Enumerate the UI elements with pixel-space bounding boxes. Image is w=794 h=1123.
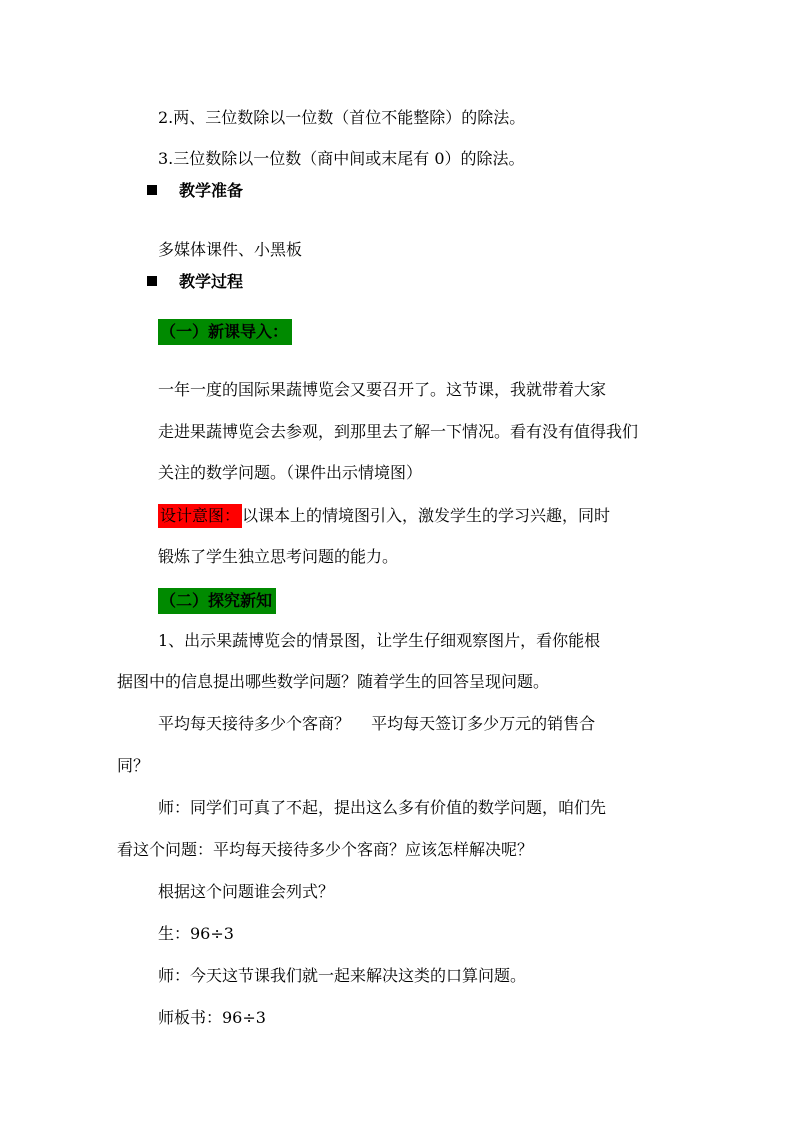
square-bullet-icon (147, 276, 157, 286)
question-line-1: 平均每天接待多少个客商？ 平均每天签订多少万元的销售合 (158, 714, 596, 733)
part2-heading-text: （二）探究新知 (158, 588, 276, 614)
question-line-2: 同？ (117, 756, 150, 775)
question-2: 根据这个问题谁会列式？ (158, 882, 335, 901)
part1-heading-text: （一）新课导入： (158, 319, 292, 345)
student-answer: 生：96÷3 (158, 924, 234, 943)
intro-line-3: 关注的数学问题。（课件出示情境图） (158, 463, 423, 482)
section-heading-process-text: 教学过程 (179, 272, 244, 291)
design-intent-line-2: 锻炼了学生独立思考问题的能力。 (158, 547, 399, 566)
design-intent-label: 设计意图： (158, 504, 242, 528)
intro-line-1: 一年一度的国际果蔬博览会又要召开了。这节课，我就带着大家 (158, 380, 607, 399)
section-heading-process (147, 271, 243, 293)
part2-heading (158, 588, 276, 614)
design-intent-line-1 (158, 504, 610, 528)
design-intent-text: 以课本上的情境图引入，激发学生的学习兴趣，同时 (242, 506, 611, 525)
part1-heading (158, 319, 292, 345)
section-heading-prep-text: 教学准备 (179, 181, 244, 200)
square-bullet-icon (147, 185, 157, 195)
teacher-line-3: 师：今天这节课我们就一起来解决这类的口算问题。 (158, 966, 527, 985)
prep-text: 多媒体课件、小黑板 (158, 240, 303, 259)
teacher-line-1: 师：同学们可真了不起，提出这么多有价值的数学问题，咱们先 (158, 798, 607, 817)
intro-line-2: 走进果蔬博览会去参观，到那里去了解一下情况。看有没有值得我们 (158, 422, 639, 441)
explore-line-1: 1、出示果蔬博览会的情景图，让学生仔细观察图片，看你能根 (158, 631, 601, 650)
explore-line-2: 据图中的信息提出哪些数学问题？随着学生的回答呈现问题。 (117, 672, 550, 691)
teacher-line-2: 看这个问题：平均每天接待多少个客商？应该怎样解决呢？ (117, 840, 534, 859)
list-item-3: 3.三位数除以一位数（商中间或末尾有 0）的除法。 (158, 149, 525, 168)
section-heading-prep (147, 180, 243, 202)
board-writing: 师板书：96÷3 (158, 1008, 266, 1027)
list-item-2: 2.两、三位数除以一位数（首位不能整除）的除法。 (158, 108, 526, 127)
